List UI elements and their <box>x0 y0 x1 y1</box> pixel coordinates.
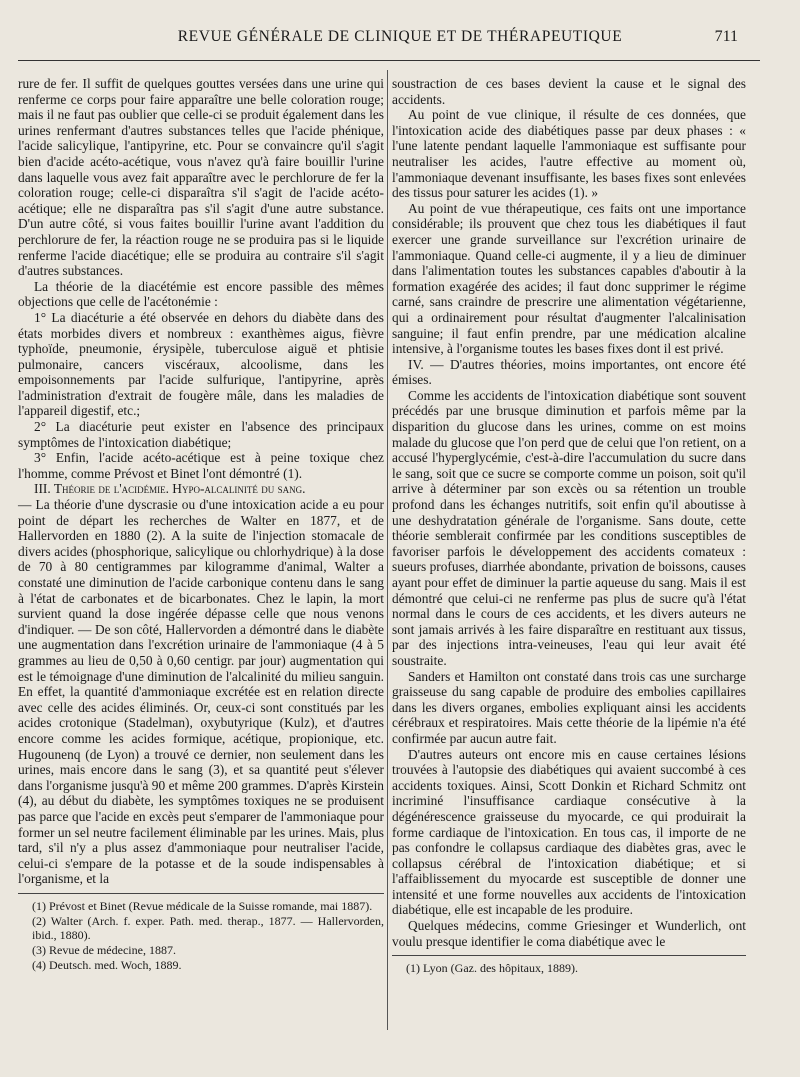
paragraph: Au point de vue clinique, il résulte de ces données, que l'intoxication acide des diabétiques passe par deux phases : « l'une latente pendant laquelle l'ammoniaque est suffisante pour neutraliser les acides, l'autre effective au moment où, l'ammoniaque devenant insuffisante, les bases fixes sont enlevées des tissus pour saturer les acides (1). » <box>392 107 746 201</box>
footnote: (2) Walter (Arch. f. exper. Path. med. therap., 1877. — Hallervorden, ibid., 1880). <box>32 913 384 942</box>
column-divider <box>387 70 388 1030</box>
paragraph: Au point de vue thérapeutique, ces faits ont une importance considérable; ils prouvent que chez tous les diabétiques il faut exercer une grande surveillance sur l'excrétion urinaire de l'ammoniaque. Quand celle-ci augmente, il y a lieu de diminuer dans l'alimentation toutes les substances capables d'aboutir à la formation exagérée des acides; il faut donc supprimer le régime carné, sans craindre de prescrire une alimentation végétarienne, qui a ordinairement pour résultat d'augmenter l'alcalinisation sanguine; il faut enfin prendre, par une médication alcaline intensive, à l'organisme toutes les bases fixes dont il est privé. <box>392 200 746 357</box>
section-heading <box>18 481 384 497</box>
paragraph: rure de fer. Il suffit de quelques gouttes versées dans une urine qui renferme ce corps pour faire apparaître une belle coloration rouge; mais il ne faut pas oublier que celle-ci se produit également dans les urines renfermant d'autres substances telles que l'acide phénique, l'acide salicylique, l'antipyrine, etc. Pour se convaincre qu'il s'agit bien d'acide acéto-acétique, vous n'avez qu'à faire bouillir l'urine dans laquelle vous avez fait apparaître avec le perchlorure de fer la coloration rouge; celle-ci disparaîtra s'il s'agit de l'acide acéto-acétique; elle ne disparaîtra pas s'il s'agit d'une autre substance. D'un autre côté, si vous faites bouillir l'urine avant l'addition du perchlorure de fer, la réaction rouge ne se produira pas si le liquide renferme l'acide diacétique; elle se produira au contraire s'il s'agit d'autres substances. <box>18 76 384 279</box>
left-column <box>18 76 384 973</box>
paragraph: Quelques médecins, comme Griesinger et Wunderlich, ont voulu presque identifier le coma diabétique avec le <box>392 918 746 949</box>
paragraph: 3° Enfin, l'acide acéto-acétique est à peine toxique chez l'homme, comme Prévost et Binet l'ont démontré (1). <box>18 450 384 481</box>
paragraph: soustraction de ces bases devient la cause et le signal des accidents. <box>392 76 746 107</box>
page-number: 711 <box>714 28 738 45</box>
footnote-rule <box>392 955 746 956</box>
running-head <box>0 28 800 52</box>
paragraph: La théorie de la diacétémie est encore passible des mêmes objections que celle de l'acétonémie : <box>18 278 384 310</box>
footnote: (3) Revue de médecine, 1887. <box>32 942 176 957</box>
running-title: REVUE GÉNÉRALE DE CLINIQUE ET DE THÉRAPEUTIQUE <box>177 28 623 45</box>
footnote: (1) Lyon (Gaz. des hôpitaux, 1889). <box>406 961 578 976</box>
footnote: (4) Deutsch. med. Woch, 1889. <box>32 957 182 972</box>
paragraph: — La théorie d'une dyscrasie ou d'une intoxication acide a eu pour point de départ les recherches de Walter en 1877, et de Hallervorden en 1880 (2). A la suite de l'injection stomacale de divers acides (phosphorique, salicylique ou chlorhydrique) à la dose de 70 à 80 centigrammes par kilogramme d'animal, Walter a constaté une diminution de l'acide carbonique contenu dans le sang à l'état de carbonates et de bicarbonates. Chez le lapin, la mort survient quand la dose ingérée dépasse celle que nous venons d'indiquer. — De son côté, Hallervorden a démontré dans le diabète une augmentation dans l'excrétion urinaire de l'ammoniaque (4 à 5 grammes au lieu de 0,50 à 0,60 centigr. par jour) augmentation qui est le témoignage d'une diminution de l'alcalinité du milieu sanguin. En effet, la quantité d'ammoniaque excrétée est en relation directe avec celle des acides éliminés. Or, ceux-ci sont constitués par les acides crotonique (Stadelman), oxybutyrique (Kulz), et d'autres encore comme les acides formique, acétique, propionique, etc. Hugounenq (de Lyon) a trouvé ce dernier, non seulement dans les urines, mais encore dans le sang (3), et sa quantité peut s'élever dans l'organisme jusqu'à 90 et même 200 grammes. D'après Kirstein (4), au début du diabète, les symptômes toxiques ne se produisent pas parce que l'acide en excès peut s'emparer de l'ammoniaque pour former un sel neutre facilement éliminable par les urines. Mais, plus tard, s'il n'y a plus assez d'ammoniaque pour neutraliser l'acide, celui-ci s'empare de la potasse et de la soude indispensables à l'organisme, et la <box>18 497 384 887</box>
paragraph: IV. — D'autres théories, moins importantes, ont encore été émises. <box>392 356 746 388</box>
paragraph: 1° La diacéturie a été observée en dehors du diabète dans des états morbides divers et nombreux : exanthèmes aigus, fièvre typhoïde, pneumonie, érysipèle, tuberculose aiguë et phtisie pulmonaire, cancers viscéraux, alcoolisme, dans les empoisonnements par l'acide sulfurique, l'antipyrine, après l'administration d'extrait de fougère mâle, dans les maladies de l'appareil digestif, etc.; <box>18 309 384 419</box>
paragraph: D'autres auteurs ont encore mis en cause certaines lésions trouvées à l'autopsie des diabétiques qui avaient succombé à ces accidents toxiques. Ainsi, Scott Donkin et Richard Schmitz ont incriminé l'insuffisance cardiaque consécutive à la dégénérescence graisseuse du myocarde, ce qui produirait la forme cardiaque de l'intoxication. En tous cas, il importe de ne pas confondre le collapsus cardiaque des diabètes gras, avec le collapsus cérébral de l'intoxication diabétique; et si l'affaiblissement du myocarde est susceptible de donner une intensité et une forme nouvelles aux accidents de l'intoxication diabétique, elle est incapable de les produire. <box>392 746 746 918</box>
right-column <box>392 76 746 976</box>
footnote-rule <box>18 893 384 894</box>
header-rule <box>18 60 760 61</box>
paragraph: 2° La diacéturie peut exister en l'absence des principaux symptômes de l'intoxication diabétique; <box>18 419 384 450</box>
section-heading-text: III. Théorie de l'acidémie. Hypo-alcalinité du sang. <box>34 481 306 497</box>
footnote: (1) Prévost et Binet (Revue médicale de la Suisse romande, mai 1887). <box>32 898 373 913</box>
paragraph: Sanders et Hamilton ont constaté dans trois cas une surcharge graisseuse du sang capable de produire des embolies capillaires dans les divers organes, embolies expliquant ainsi les accidents cérébraux et respiratoires. Mais cette théorie de la lipémie n'a été confirmée par aucun autre fait. <box>392 668 746 746</box>
paragraph: Comme les accidents de l'intoxication diabétique sont souvent précédés par une brusque diminution et parfois même par la disparition du glucose dans les urines, comme on est moins malade du glucose que l'on perd que de celui que l'on retient, on a accusé l'hyperglycémie, c'est-à-dire l'accumulation du sucre dans le sang, soit que ce sucre se comporte comme un poison, soit qu'il arrive à déterminer par son excès ou sa rétention un trouble profond dans les échanges nutritifs, soit enfin qu'il aboutisse à une deshydratation générale de l'organisme. Sans doute, cette théorie semblerait confirmée par les conditions susceptibles de favoriser parfois le développement des accidents comateux : sueurs profuses, diarrhée abondante, privation de boissons, causes ayant pour effet de diminuer la partie aqueuse du sang. Mais il est démontré que celui-ci ne renferme pas plus de sucre qu'à l'état normal dans le cours de ces accidents, et les divers auteurs ne sont jamais arrivés à les faire disparaître en restituant aux tissus, par des injections intra-veineuses, l'eau qui leur avait été soustraite. <box>392 387 747 668</box>
